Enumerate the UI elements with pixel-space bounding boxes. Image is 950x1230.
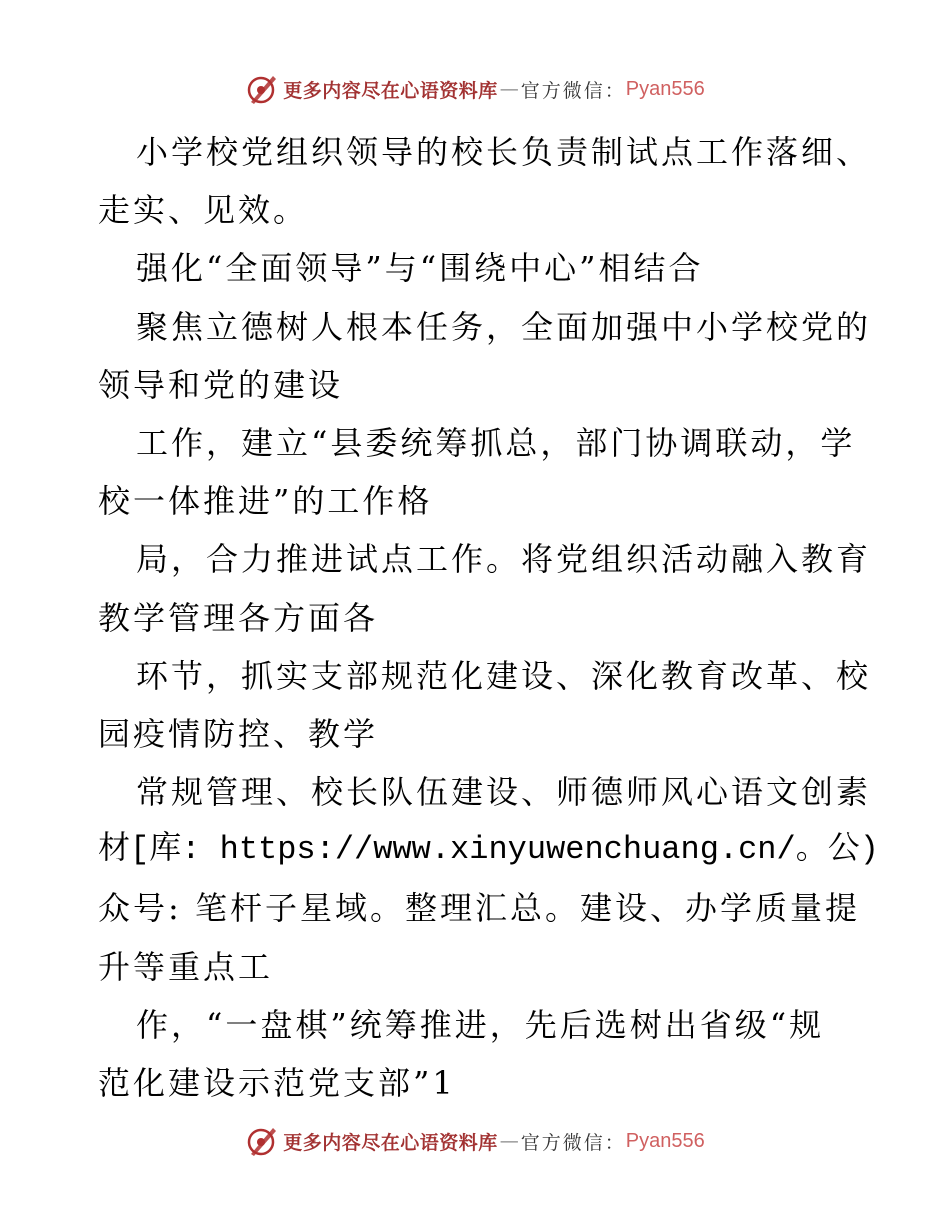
text-line-url: 材[库: https://www.xinyuwenchuang.cn/。公): [98, 831, 879, 869]
text-line: 作，“一盘棋”统筹推进，先后选树出省级“规: [136, 1005, 825, 1044]
watermark-official: 官方微信：: [520, 79, 626, 102]
watermark-id: Pyan556: [625, 1129, 705, 1152]
text-line: 聚焦立德树人根本任务，全面加强中小学校党的: [136, 307, 872, 346]
pen-logo-icon: [245, 1124, 279, 1158]
section-heading: 强化“全面领导”与“围绕中心”相结合: [136, 249, 704, 288]
header-watermark: [0, 72, 950, 106]
watermark: [245, 72, 705, 106]
watermark-brand: 更多内容尽在心语资料库: [283, 1131, 498, 1154]
text-line: 众号: 笔杆子星域。整理汇总。建设、办学质量提: [98, 889, 860, 928]
watermark-dash: —: [499, 78, 519, 100]
text-line: 工作，建立“县委统筹抓总，部门协调联动，学: [136, 423, 856, 462]
text-line: 环节，抓实支部规范化建设、深化教育改革、校: [136, 656, 872, 695]
text-line: 走实、见效。: [98, 191, 309, 230]
text-line: 校一体推进”的工作格: [98, 482, 433, 521]
text-line: 教学管理各方面各: [98, 598, 379, 637]
watermark-dash: —: [499, 1130, 519, 1152]
body-text: [98, 123, 879, 1112]
footer-watermark: [0, 1124, 950, 1158]
watermark: [245, 1124, 705, 1158]
pen-logo-icon: [245, 72, 279, 106]
text-line: 常规管理、校长队伍建设、师德师风心语文创素: [136, 773, 872, 812]
text-line: 局，合力推进试点工作。将党组织活动融入教育: [136, 540, 872, 579]
text-line: 园疫情防控、教学: [98, 714, 379, 753]
text-line: 领导和党的建设: [98, 365, 344, 404]
watermark-id: Pyan556: [625, 77, 705, 100]
text-line: 范化建设示范党支部”1: [98, 1064, 456, 1102]
watermark-official: 官方微信：: [520, 1131, 626, 1154]
watermark-brand: 更多内容尽在心语资料库: [283, 79, 498, 102]
text-line: 升等重点工: [98, 947, 274, 986]
text-line: 小学校党组织领导的校长负责制试点工作落细、: [136, 133, 872, 171]
